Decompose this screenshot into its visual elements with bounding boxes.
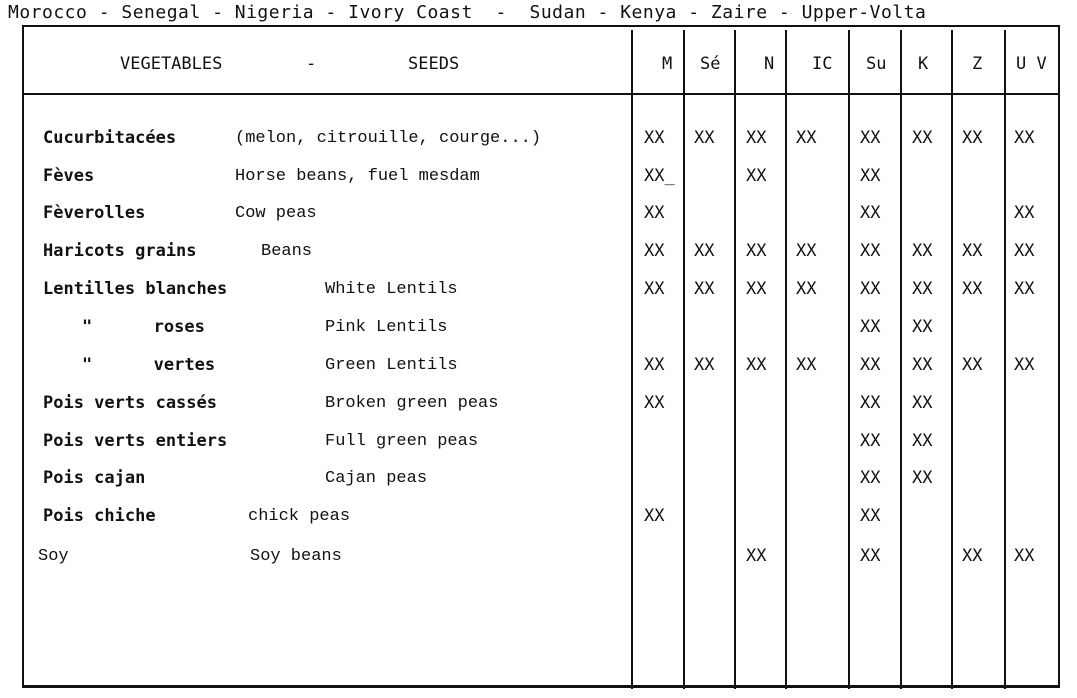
row-mark: XX_ bbox=[644, 166, 675, 186]
row-vegetable-en: chick peas bbox=[248, 507, 351, 526]
row-mark: XX bbox=[912, 128, 933, 148]
row-vegetable-en: Green Lentils bbox=[325, 356, 458, 375]
row-vegetable-fr: Pois cajan bbox=[43, 468, 146, 488]
header-vegetables: VEGETABLES bbox=[120, 54, 223, 74]
row-vegetable-en: Beans bbox=[261, 242, 313, 261]
row-mark: XX bbox=[912, 431, 933, 451]
row-mark: XX bbox=[796, 279, 817, 299]
row-vegetable-en: Horse beans, fuel mesdam bbox=[235, 167, 480, 186]
row-mark: XX bbox=[912, 241, 933, 261]
row-mark: XX bbox=[694, 355, 715, 375]
row-vegetable-en: Soy beans bbox=[250, 547, 342, 566]
row-mark: XX bbox=[860, 431, 881, 451]
row-vegetable-fr: Soy bbox=[38, 547, 69, 566]
row-mark: XX bbox=[912, 468, 933, 488]
column-divider bbox=[785, 30, 787, 689]
row-vegetable-fr: Cucurbitacées bbox=[43, 128, 177, 148]
column-divider bbox=[848, 30, 850, 689]
row-vegetable-en: Cow peas bbox=[235, 204, 317, 223]
row-mark: XX bbox=[1014, 128, 1035, 148]
row-mark: XX bbox=[860, 279, 881, 299]
row-vegetable-fr: Fèverolles bbox=[43, 203, 146, 223]
row-vegetable-fr: Pois chiche bbox=[43, 506, 156, 526]
row-mark: XX bbox=[860, 128, 881, 148]
row-mark: XX bbox=[644, 241, 665, 261]
row-mark: XX bbox=[1014, 241, 1035, 261]
column-header-ic: IC bbox=[812, 54, 833, 74]
column-divider bbox=[734, 30, 736, 689]
row-mark: XX bbox=[644, 393, 665, 413]
row-mark: XX bbox=[912, 393, 933, 413]
row-vegetable-fr: Fèves bbox=[43, 166, 95, 186]
row-mark: XX bbox=[746, 128, 767, 148]
row-vegetable-en: (melon, citrouille, courge...) bbox=[235, 129, 542, 148]
row-vegetable-fr: Pois verts cassés bbox=[43, 393, 217, 413]
row-mark: XX bbox=[644, 506, 665, 526]
row-mark: XX bbox=[962, 279, 983, 299]
column-header-uv: U V bbox=[1016, 54, 1047, 74]
row-mark: XX bbox=[694, 241, 715, 261]
column-header-su: Su bbox=[866, 54, 887, 74]
row-mark: XX bbox=[860, 355, 881, 375]
row-mark: XX bbox=[1014, 279, 1035, 299]
row-mark: XX bbox=[644, 128, 665, 148]
row-vegetable-fr: Lentilles blanches bbox=[43, 279, 228, 299]
row-mark: XX bbox=[860, 468, 881, 488]
row-vegetable-fr: " vertes bbox=[82, 355, 216, 375]
header-divider bbox=[22, 93, 1060, 95]
row-vegetable-fr: " roses bbox=[82, 317, 205, 337]
row-mark: XX bbox=[694, 279, 715, 299]
row-mark: XX bbox=[746, 546, 767, 566]
column-header-m: M bbox=[662, 54, 673, 74]
row-mark: XX bbox=[860, 546, 881, 566]
row-mark: XX bbox=[1014, 546, 1035, 566]
row-mark: XX bbox=[912, 279, 933, 299]
column-divider bbox=[631, 30, 633, 689]
row-vegetable-en: Cajan peas bbox=[325, 469, 428, 488]
row-mark: XX bbox=[860, 166, 881, 186]
row-vegetable-en: White Lentils bbox=[325, 280, 458, 299]
row-mark: XX bbox=[644, 355, 665, 375]
row-mark: XX bbox=[912, 317, 933, 337]
row-mark: XX bbox=[796, 128, 817, 148]
row-mark: XX bbox=[962, 355, 983, 375]
column-header-z: Z bbox=[972, 54, 983, 74]
row-mark: XX bbox=[1014, 203, 1035, 223]
row-mark: XX bbox=[746, 279, 767, 299]
column-header-n: N bbox=[764, 54, 775, 74]
row-mark: XX bbox=[962, 128, 983, 148]
row-mark: XX bbox=[1014, 355, 1035, 375]
row-mark: XX bbox=[644, 279, 665, 299]
row-mark: XX bbox=[694, 128, 715, 148]
row-mark: XX bbox=[860, 203, 881, 223]
column-divider bbox=[951, 30, 953, 689]
row-mark: XX bbox=[746, 166, 767, 186]
header-seeds: SEEDS bbox=[408, 54, 460, 74]
row-vegetable-en: Full green peas bbox=[325, 432, 479, 451]
row-vegetable-en: Pink Lentils bbox=[325, 318, 448, 337]
column-divider bbox=[900, 30, 902, 689]
row-mark: XX bbox=[860, 241, 881, 261]
row-vegetable-fr: Haricots grains bbox=[43, 241, 197, 261]
row-mark: XX bbox=[962, 241, 983, 261]
row-vegetable-en: Broken green peas bbox=[325, 394, 499, 413]
row-mark: XX bbox=[644, 203, 665, 223]
row-vegetable-fr: Pois verts entiers bbox=[43, 431, 228, 451]
row-mark: XX bbox=[860, 506, 881, 526]
row-mark: XX bbox=[860, 317, 881, 337]
row-mark: XX bbox=[962, 546, 983, 566]
row-mark: XX bbox=[912, 355, 933, 375]
row-mark: XX bbox=[796, 241, 817, 261]
column-divider bbox=[1004, 30, 1006, 689]
column-divider bbox=[683, 30, 685, 689]
row-mark: XX bbox=[860, 393, 881, 413]
row-mark: XX bbox=[746, 355, 767, 375]
countries-caption: Morocco - Senegal - Nigeria - Ivory Coast - Sudan - Kenya - Zaire - Upper-Volta bbox=[8, 2, 927, 23]
row-mark: XX bbox=[746, 241, 767, 261]
header-dash: - bbox=[306, 54, 317, 74]
column-header-se: Sé bbox=[700, 54, 721, 74]
row-mark: XX bbox=[796, 355, 817, 375]
column-header-k: K bbox=[918, 54, 929, 74]
